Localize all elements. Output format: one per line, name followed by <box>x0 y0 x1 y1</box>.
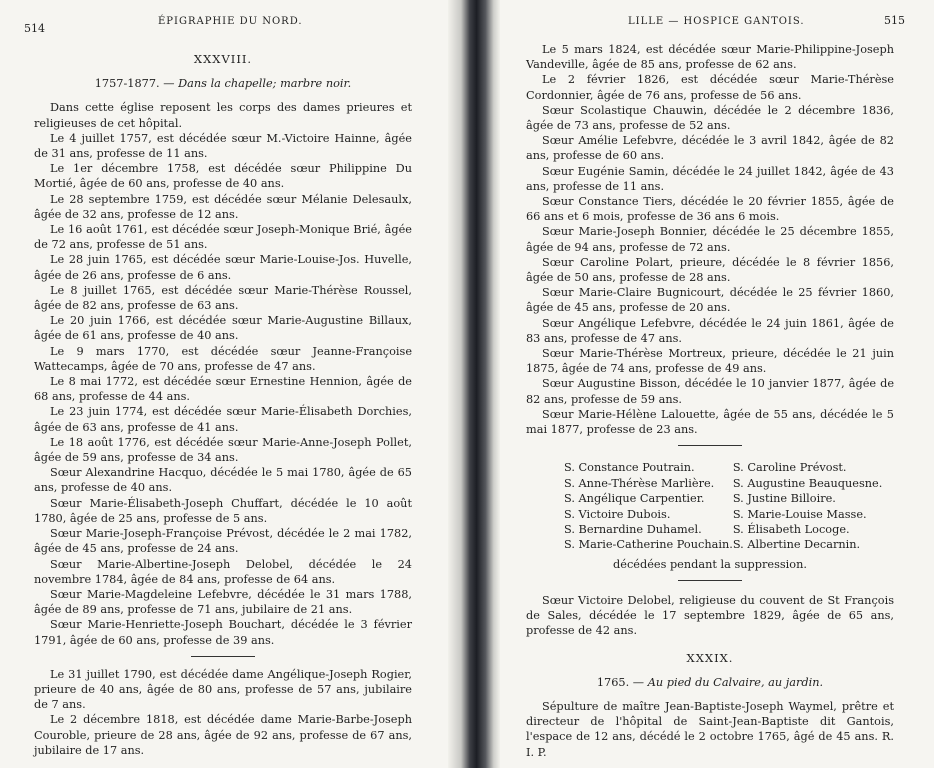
entry-paragraph: Sœur Marie-Thérèse Mortreux, prieure, décédée le 21 juin 1875, âgée de 74 ans, professe de 49 ans. <box>526 347 894 376</box>
page-number: 514 <box>24 22 45 35</box>
running-head: LILLE — HOSPICE GANTOIS. <box>628 16 805 27</box>
date-range: 1757-1877. — <box>94 77 179 91</box>
section-number: XXXVIII. <box>193 52 253 66</box>
entry-paragraph: Le 18 août 1776, est décédée sœur Marie-Anne-Joseph Pollet, âgée de 59 ans, professe de 34 ans. <box>34 435 412 465</box>
name-entry: S. Anne-Thérèse Marlière. <box>564 476 715 490</box>
entry-paragraph: Le 31 juillet 1790, est décédée dame Angélique-Joseph Rogier, prieure de 40 ans, âgée de 80 ans, professe de 57 ans, jubilaire de 7 ans. <box>34 667 412 712</box>
entry-paragraph: Sœur Marie-Magdeleine Lefebvre, décédée le 31 mars 1788, âgée de 89 ans, professe de 71 ans, jubilaire de 21 ans. <box>34 587 412 617</box>
entry-paragraph: Le 8 juillet 1765, est décédée sœur Marie-Thérèse Roussel, âgée de 82 ans, professe de 63 ans. <box>34 283 412 313</box>
name-entry: S. Constance Poutrain. <box>564 461 695 475</box>
entry-paragraph: Sœur Angélique Lefebvre, décédée le 24 juin 1861, âgée de 83 ans, professe de 47 ans. <box>526 316 894 345</box>
name-entry: S. Justine Billoire. <box>732 492 836 506</box>
left-text-block <box>34 52 412 758</box>
book-gutter-shadow <box>448 0 500 768</box>
location-text: Dans la chapelle; marbre noir. <box>178 77 352 91</box>
left-page <box>0 0 462 768</box>
entry-paragraph: Sœur Augustine Bisson, décédée le 10 janvier 1877, âgée de 82 ans, professe de 59 ans. <box>526 377 894 406</box>
right-text-block <box>526 42 894 760</box>
entry-paragraph: Le 4 juillet 1757, est décédée sœur M.-Victoire Hainne, âgée de 31 ans, professe de 11 ans. <box>34 131 412 161</box>
names-column-left <box>564 460 733 552</box>
location-text: Au pied du Calvaire, au jardin. <box>647 675 824 689</box>
entry-paragraph: Sœur Amélie Lefebvre, décédée le 3 avril 1842, âgée de 82 ans, professe de 60 ans. <box>526 134 894 163</box>
page-number: 515 <box>884 14 905 27</box>
victoire-paragraph: Sœur Victoire Delobel, religieuse du couvent de St François de Sales, décédée le 17 septembre 1829, âgée de 65 ans, professe de 42 ans. <box>526 593 894 638</box>
name-entry: S. Albertine Decarnin. <box>732 538 861 552</box>
names-columns <box>526 460 894 552</box>
entry-paragraph: Sœur Marie-Joseph-Françoise Prévost, décédée le 2 mai 1782, âgée de 45 ans, professe de 24 ans. <box>34 527 412 556</box>
prieures-list <box>34 667 412 758</box>
name-entry: S. Marie-Louise Masse. <box>732 507 867 521</box>
entry-paragraph: Le 2 décembre 1818, est décédée dame Marie-Barbe-Joseph Couroble, prieure de 28 ans, âgée de 92 ans, professe de 67 ans, jubilaire de 17 ans. <box>34 713 412 757</box>
divider-rule <box>191 656 255 657</box>
name-entry: S. Victoire Dubois. <box>564 507 671 521</box>
right-entries-list <box>526 42 894 437</box>
name-entry: S. Marie-Catherine Pouchain. <box>564 538 733 552</box>
name-entry: S. Angélique Carpentier. <box>564 492 705 506</box>
entry-paragraph: Le 1er décembre 1758, est décédée sœur Philippine Du Mortié, âgée de 60 ans, professe de 40 ans. <box>34 162 412 191</box>
entry-paragraph: Le 28 septembre 1759, est décédée sœur Mélanie Delesaulx, âgée de 32 ans, professe de 12 ans. <box>34 192 412 221</box>
entry-paragraph: Sœur Marie-Albertine-Joseph Delobel, décédée le 24 novembre 1784, âgée de 84 ans, professe de 64 ans. <box>34 557 412 586</box>
entry-paragraph: Le 8 mai 1772, est décédée sœur Ernestine Hennion, âgée de 68 ans, professe de 44 ans. <box>34 375 412 404</box>
entry-paragraph: Sœur Alexandrine Hacquo, décédée le 5 mai 1780, âgée de 65 ans, professe de 40 ans. <box>34 466 412 495</box>
entry-paragraph: Le 23 juin 1774, est décédée sœur Marie-Élisabeth Dorchies, âgée de 63 ans, professe de 41 ans. <box>34 405 412 434</box>
date-range: 1765. — <box>596 675 648 689</box>
entry-paragraph: Sœur Marie-Élisabeth-Joseph Chuffart, décédée le 10 août 1780, âgée de 25 ans, professe de 5 ans. <box>34 496 412 525</box>
entry-paragraph: Le 5 mars 1824, est décédée sœur Marie-Philippine-Joseph Vandeville, âgée de 85 ans, professe de 62 ans. <box>526 43 894 72</box>
entry-paragraph: Sœur Eugénie Samin, décédée le 24 juillet 1842, âgée de 43 ans, professe de 11 ans. <box>526 164 894 193</box>
entry-paragraph: Sœur Marie-Joseph Bonnier, décédée le 25 décembre 1855, âgée de 94 ans, professe de 72 ans. <box>526 225 894 254</box>
names-column-right <box>733 460 883 552</box>
right-page <box>486 0 934 768</box>
name-entry: S. Élisabeth Locoge. <box>732 522 850 536</box>
entry-paragraph: Sœur Marie-Hélène Lalouette, âgée de 55 ans, décédée le 5 mai 1877, professe de 23 ans. <box>526 407 894 437</box>
intro-paragraph: Dans cette église reposent les corps des dames prieures et religieuses de cet hôpital. <box>34 101 412 130</box>
name-entry: S. Bernardine Duhamel. <box>564 522 702 536</box>
entry-paragraph: Sœur Caroline Polart, prieure, décédée le 8 février 1856, âgée de 50 ans, professe de 28 ans. <box>526 255 894 285</box>
entry-paragraph: Le 20 juin 1766, est décédée sœur Marie-Augustine Billaux, âgée de 61 ans, professe de 40 ans. <box>34 314 412 343</box>
entry-paragraph: Le 2 février 1826, est décédée sœur Marie-Thérèse Cordonnier, âgée de 76 ans, professe de 56 ans. <box>526 73 894 102</box>
entry-paragraph: Sœur Marie-Claire Bugnicourt, décédée le 25 février 1860, âgée de 45 ans, professe de 20 ans. <box>526 286 894 315</box>
entry-paragraph: Le 28 juin 1765, est décédée sœur Marie-Louise-Jos. Huvelle, âgée de 26 ans, professe de 6 ans. <box>34 253 412 282</box>
name-entry: S. Caroline Prévost. <box>732 461 847 475</box>
section-number: XXXIX. <box>686 650 734 665</box>
epitaph-paragraph: Sépulture de maître Jean-Baptiste-Joseph Waymel, prêtre et directeur de l'hôpital de Saint-Jean-Baptiste dit Gantois, l'espace de 12 ans, décédé le 2 octobre 1765, âgé de 45 ans. R. I. P. <box>526 699 894 759</box>
date-heading <box>34 76 412 91</box>
entry-paragraph: Sœur Constance Tiers, décédée le 20 février 1855, âgée de 66 ans et 6 mois, professe de 36 ans 6 mois. <box>526 195 894 224</box>
running-head: ÉPIGRAPHIE DU NORD. <box>158 16 303 27</box>
divider-rule <box>678 580 742 581</box>
date-heading <box>526 675 894 690</box>
entry-paragraph: Sœur Marie-Henriette-Joseph Bouchart, décédée le 3 février 1791, âgée de 60 ans, professe de 39 ans. <box>34 618 412 647</box>
divider-rule <box>678 445 742 446</box>
entry-paragraph: Le 16 août 1761, est décédée sœur Joseph-Monique Brié, âgée de 72 ans, professe de 51 ans. <box>34 223 412 252</box>
names-caption: décédées pendant la suppression. <box>613 557 807 571</box>
entry-paragraph: Le 9 mars 1770, est décédée sœur Jeanne-Françoise Wattecamps, âgée de 70 ans, professe de 47 ans. <box>34 344 412 373</box>
entry-paragraph: Sœur Scolastique Chauwin, décédée le 2 décembre 1836, âgée de 73 ans, professe de 52 ans. <box>526 103 894 133</box>
name-entry: S. Augustine Beauquesne. <box>732 476 883 490</box>
left-entries-list <box>34 131 412 648</box>
